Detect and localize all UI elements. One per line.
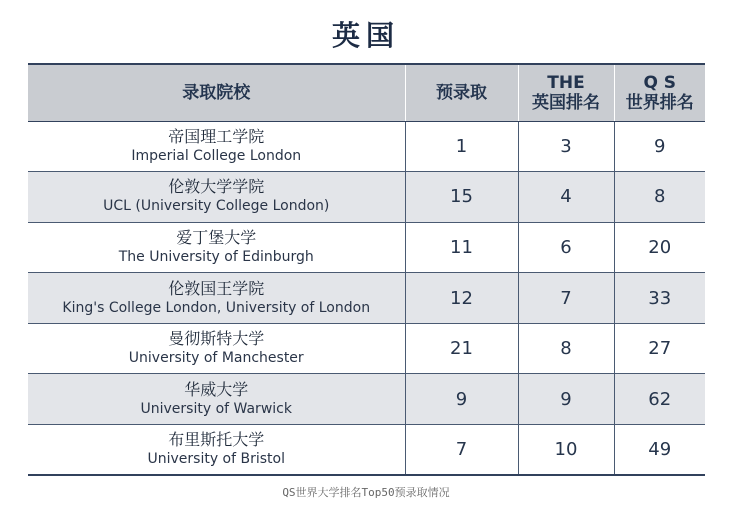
qs-rank: 33 [614,273,705,324]
admitted-count: 7 [405,425,518,476]
admitted-count: 9 [405,374,518,425]
school-name-en: UCL (University College London) [103,198,330,215]
table-row [28,273,705,324]
page-title: 英国 [331,19,400,52]
school-name-en: University of Manchester [128,350,304,367]
admissions-table [28,63,705,476]
the-rank: 4 [518,172,614,223]
table-row [28,374,705,425]
admitted-count: 11 [405,222,518,273]
table-row [28,323,705,374]
school-name-cn: 帝国理工学院 [168,126,265,146]
school-name-cn: 伦敦大学学院 [168,177,265,197]
image-caption: QS世界大学排名Top50预录取情况 [282,486,450,499]
school-name-cn: 曼彻斯特大学 [168,329,265,349]
table-row [28,425,705,476]
table-row [28,121,705,172]
school-cell [28,323,405,374]
qs-rank: 62 [614,374,705,425]
qs-rank: 20 [614,222,705,273]
table-row [28,172,705,223]
school-name-cn: 爱丁堡大学 [176,227,257,247]
header-qs-line1: Q S [643,72,677,93]
header-qs-line2: 世界排名 [625,92,694,113]
admitted-count: 12 [405,273,518,324]
header-the-line2: 英国排名 [532,92,600,113]
school-name-cn: 布里斯托大学 [168,430,265,450]
the-rank: 10 [518,425,614,476]
school-cell [28,425,405,476]
header-the-rank [518,64,614,121]
qs-rank: 8 [614,172,705,223]
school-name-en: University of Bristol [147,451,285,468]
header-qs-rank [614,64,705,121]
admitted-count: 1 [405,121,518,172]
the-rank: 6 [518,222,614,273]
school-cell [28,222,405,273]
the-rank: 9 [518,374,614,425]
school-cell [28,273,405,324]
admitted-count: 15 [405,172,518,223]
qs-rank: 49 [614,425,705,476]
school-name-cn: 伦敦国王学院 [168,278,265,298]
school-name-en: University of Warwick [140,400,292,417]
header-admitted: 预录取 [405,64,518,121]
school-name-en: Imperial College London [131,147,302,164]
school-name-cn: 华威大学 [184,379,249,399]
table-row [28,222,705,273]
the-rank: 7 [518,273,614,324]
table-header-row [28,64,705,121]
admitted-count: 21 [405,323,518,374]
school-cell [28,121,405,172]
qs-rank: 27 [614,323,705,374]
the-rank: 8 [518,323,614,374]
header-the-line1: THE [547,72,585,93]
school-cell [28,374,405,425]
school-cell [28,172,405,223]
header-school: 录取院校 [28,64,405,121]
the-rank: 3 [518,121,614,172]
school-name-en: King's College London, University of London [62,299,371,316]
qs-rank: 9 [614,121,705,172]
school-name-en: The University of Edinburgh [118,248,314,265]
